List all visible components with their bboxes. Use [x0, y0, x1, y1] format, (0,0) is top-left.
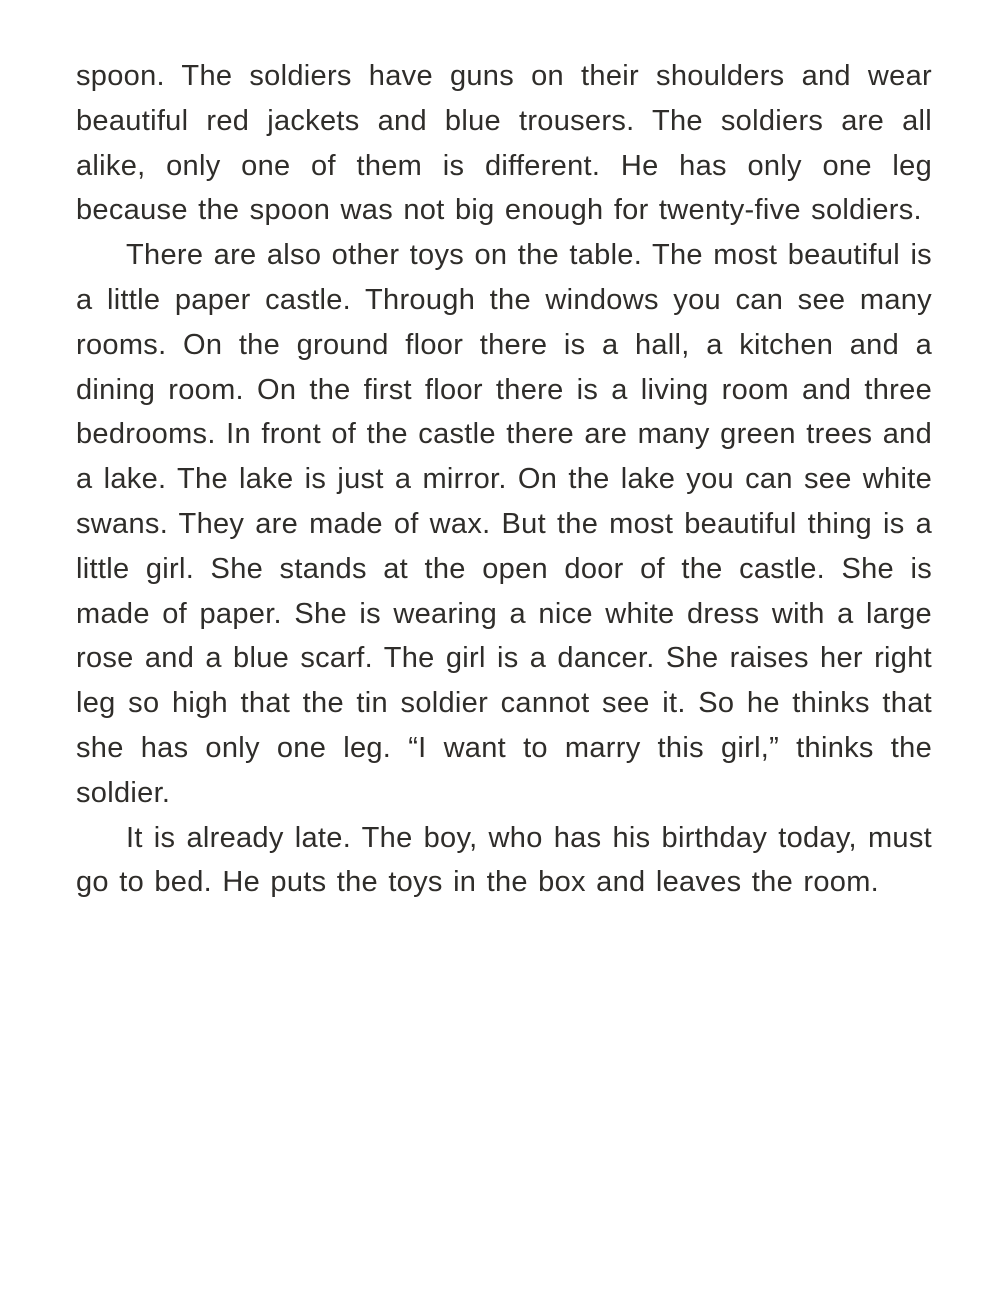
text-page — [76, 54, 932, 905]
paragraph-soldiers: spoon. The soldiers have guns on their shoulders and wear beautiful red jackets and blue trousers. The soldiers are all alike, only one of them is different. He has only one leg because the spoon was not big enough for twenty-five soldiers. — [76, 60, 932, 227]
paragraph-castle: There are also other toys on the table. The most beautiful is a little paper castle. Through the windows you can see many rooms. On the ground floor there is a hall, a kitchen and a dining room. On the first floor there is a living room and three bedrooms. In front of the castle there are many green trees and a lake. The lake is just a mirror. On the lake you can see white swans. They are made of wax. But the most beautiful thing is a little girl. She stands at the open door of the castle. She is made of paper. She is wearing a nice white dress with a large rose and a blue scarf. The girl is a dancer. She raises her right leg so high that the tin soldier cannot see it. So he thinks that she has only one leg. “I want to marry this girl,” thinks the soldier. — [76, 239, 932, 809]
paragraph-bedtime: It is already late. The boy, who has his birthday today, must go to bed. He puts the toys in the box and leaves the room. — [76, 821, 932, 899]
